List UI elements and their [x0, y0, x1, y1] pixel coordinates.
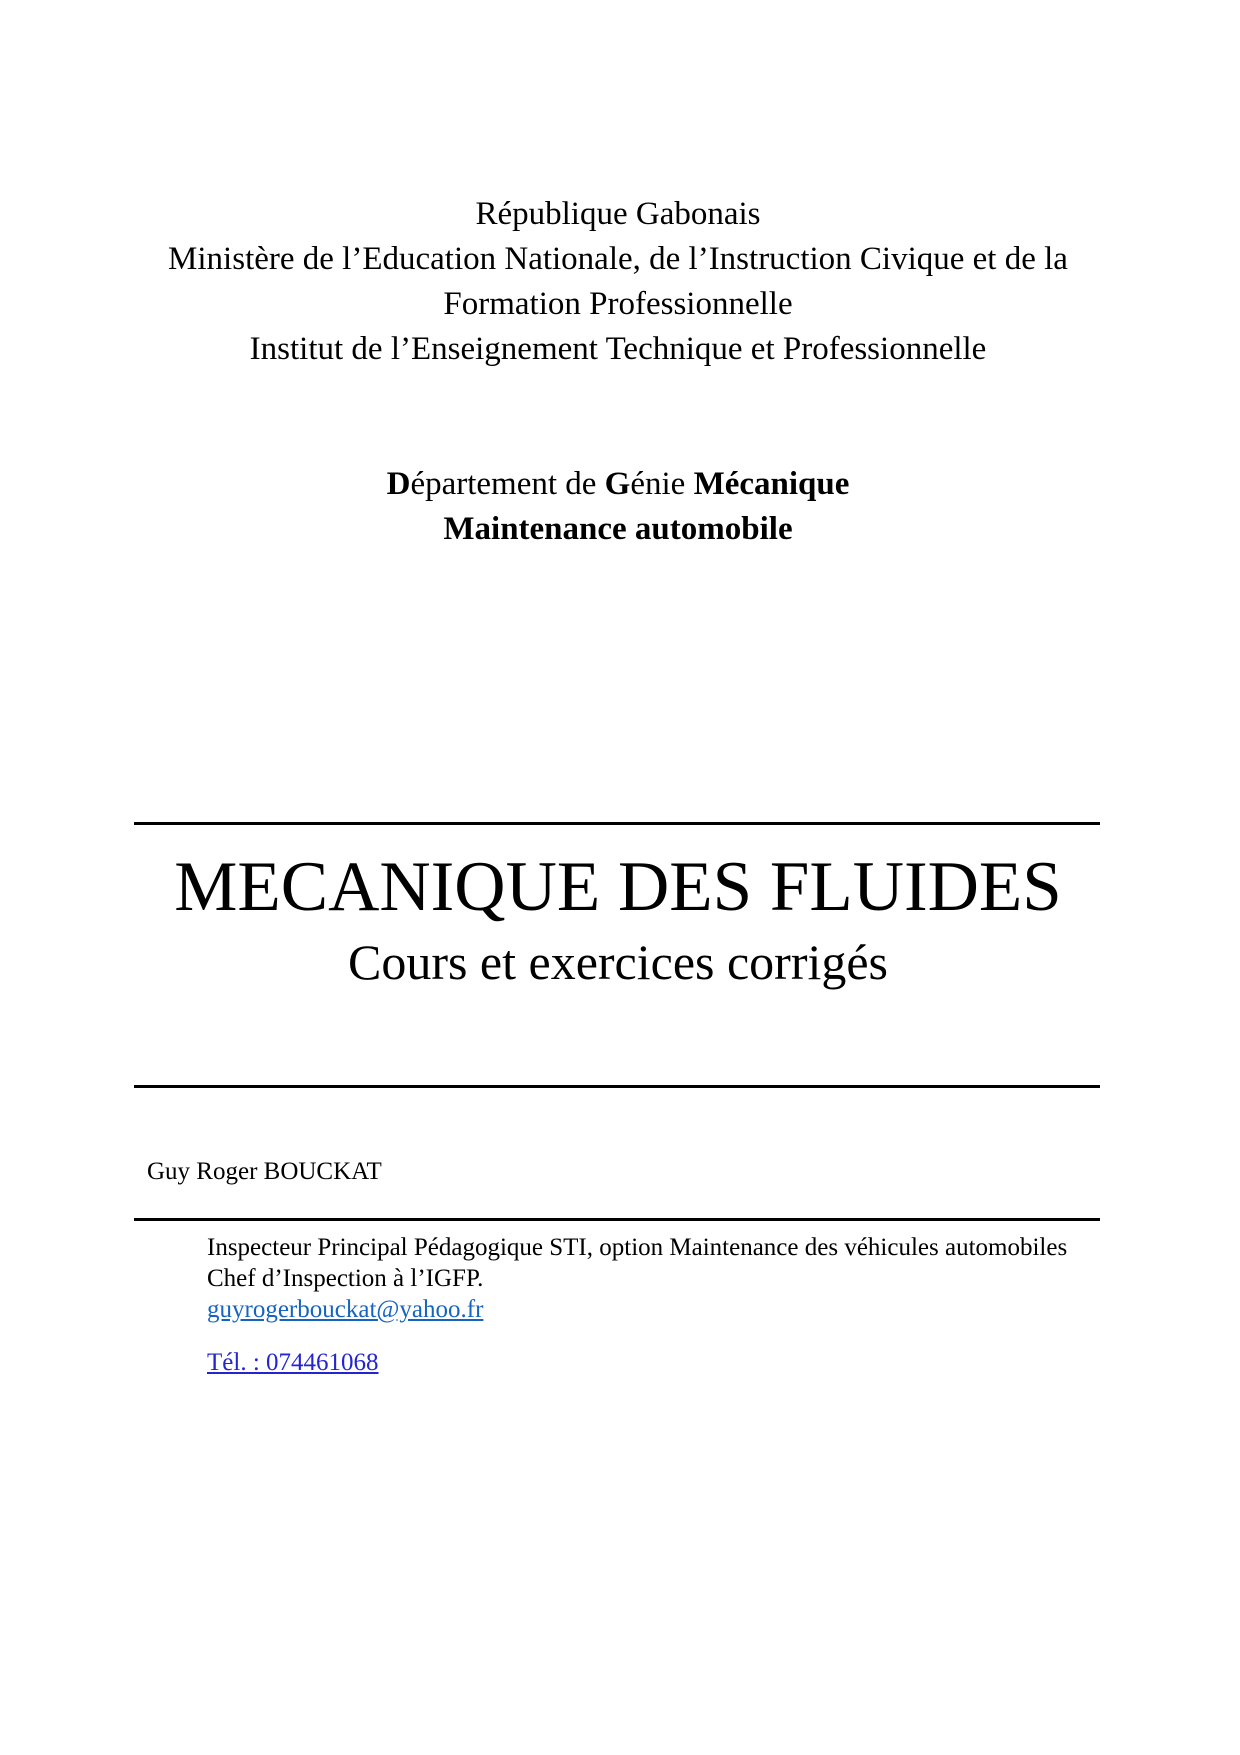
footnote-phone-line	[207, 1347, 1112, 1378]
header-block	[135, 192, 1101, 372]
footnote-block	[207, 1232, 1112, 1378]
author-name: Guy Roger BOUCKAT	[147, 1158, 382, 1185]
email-link[interactable]: guyrogerbouckat@yahoo.fr	[207, 1296, 484, 1323]
footnote-position: Chef d’Inspection à l’IGFP.	[207, 1265, 484, 1292]
author-block	[147, 1156, 382, 1188]
document-title: MECANIQUE DES FLUIDES	[174, 848, 1062, 926]
title-block	[135, 845, 1101, 993]
department-line: Département de Génie Mécanique	[386, 466, 850, 502]
header-line-institut: Institut de l’Enseignement Technique et Professionnelle	[249, 331, 987, 367]
header-line-republique: République Gabonais	[475, 196, 761, 232]
footnote-role: Inspecteur Principal Pédagogique STI, option Maintenance des véhicules automobiles	[207, 1234, 1068, 1261]
maintenance-line: Maintenance automobile	[443, 511, 793, 547]
phone-link[interactable]: Tél. : 074461068	[207, 1349, 379, 1376]
header-line-ministere: Ministère de l’Education Nationale, de l’Instruction Civique et de la Formation Professionnelle	[168, 241, 1068, 322]
footnote-email-line	[207, 1294, 1112, 1325]
horizontal-rule-footnote	[134, 1218, 1100, 1221]
document-subtitle: Cours et exercices corrigés	[347, 934, 889, 990]
horizontal-rule-top	[134, 822, 1100, 825]
department-block	[135, 462, 1101, 552]
horizontal-rule-middle	[134, 1085, 1100, 1088]
